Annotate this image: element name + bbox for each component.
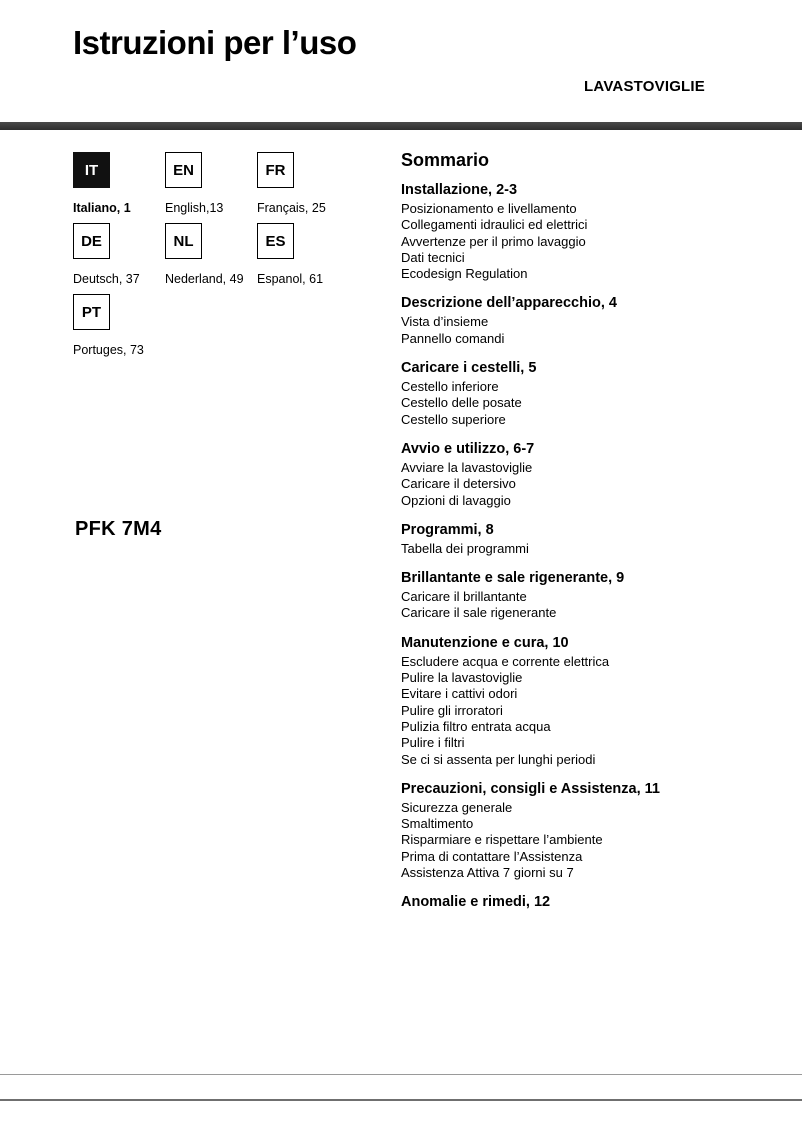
toc-section-heading: Avvio e utilizzo, 6-7 [401,440,535,457]
language-cell-fr [257,152,349,215]
toc-section-heading: Brillantante e sale rigenerante, 9 [401,570,625,587]
toc-item: Pulizia filtro entrata acqua [401,718,551,734]
toc-item: Escludere acqua e corrente elettrica [401,653,610,669]
toc-item: Vista d’insieme [401,314,489,330]
toc-item: Caricare il sale rigenerante [401,605,557,621]
toc-item: Posizionamento e livellamento [401,201,577,216]
toc-section [401,894,731,910]
language-box-pt[interactable]: PT [73,294,110,330]
toc-section-heading: Descrizione dell’apparecchio, 4 [401,295,617,312]
toc-section-heading: Caricare i cestelli, 5 [401,360,537,377]
toc-section [401,570,731,622]
toc-item: Cestello inferiore [401,379,499,395]
language-box-it[interactable]: IT [73,152,110,188]
table-of-contents [401,150,731,913]
footer-divider-thick [0,1099,802,1101]
toc-item: Collegamenti idraulici ed elettrici [401,217,588,233]
toc-section [401,182,731,282]
language-grid [73,152,363,357]
language-cell-nl [165,223,257,286]
toc-item: Prima di contattare l’Assistenza [401,848,583,864]
toc-section [401,441,731,509]
header-divider [0,122,802,130]
toc-section-heading: Precauzioni, consigli e Assistenza, 11 [401,780,660,797]
language-label-it: Italiano, 1 [73,201,131,215]
language-label-fr: Français, 25 [257,201,326,215]
toc-item: Dati tecnici [401,249,465,265]
language-cell-it [73,152,165,215]
toc-section [401,295,731,347]
toc-item: Cestello delle posate [401,395,522,411]
toc-item: Avvertenze per il primo lavaggio [401,233,586,249]
toc-section-heading: Anomalie e rimedi, 12 [401,894,551,911]
language-cell-pt [73,294,165,357]
language-box-nl[interactable]: NL [165,223,202,259]
language-box-es[interactable]: ES [257,223,294,259]
page-title: Istruzioni per l’uso [73,24,357,61]
toc-item: Sicurezza generale [401,799,513,815]
footer-divider-thin [0,1074,802,1075]
toc-section-heading: Programmi, 8 [401,521,494,538]
toc-item: Pulire gli irroratori [401,702,503,718]
toc-item: Avviare la lavastoviglie [401,459,533,475]
toc-item: Evitare i cattivi odori [401,686,518,702]
language-label-de: Deutsch, 37 [73,272,140,286]
toc-item: Pulire la lavastoviglie [401,670,523,686]
toc-section [401,522,731,557]
toc-item: Pannello comandi [401,330,505,346]
language-cell-en [165,152,257,215]
toc-section [401,360,731,428]
language-box-en[interactable]: EN [165,152,202,188]
language-box-fr[interactable]: FR [257,152,294,188]
toc-item: Opzioni di lavaggio [401,492,511,508]
toc-section-heading: Installazione, 2-3 [401,182,518,198]
toc-title: Sommario [401,150,490,170]
language-box-de[interactable]: DE [73,223,110,259]
language-cell-de [73,223,165,286]
toc-sections [401,182,731,910]
toc-item: Pulire i filtri [401,735,465,751]
model-number: PFK 7M4 [75,518,162,540]
appliance-type-label: LAVASTOVIGLIE [584,78,705,95]
toc-item: Assistenza Attiva 7 giorni su 7 [401,865,574,881]
toc-section-heading: Manutenzione e cura, 10 [401,634,569,651]
toc-item: Risparmiare e rispettare l’ambiente [401,832,603,848]
language-cell-es [257,223,349,286]
toc-item: Ecodesign Regulation [401,266,528,282]
toc-item: Se ci si assenta per lunghi periodi [401,751,596,767]
language-label-nl: Nederland, 49 [165,272,244,286]
toc-item: Caricare il brillantante [401,589,527,605]
toc-section [401,781,731,881]
language-label-pt: Portuges, 73 [73,343,144,357]
language-label-es: Espanol, 61 [257,272,324,286]
toc-section [401,635,731,768]
toc-item: Cestello superiore [401,411,506,427]
toc-item: Tabella dei programmi [401,540,529,556]
toc-item: Caricare il detersivo [401,476,516,492]
toc-item: Smaltimento [401,816,474,832]
language-label-en: English,13 [165,201,224,215]
